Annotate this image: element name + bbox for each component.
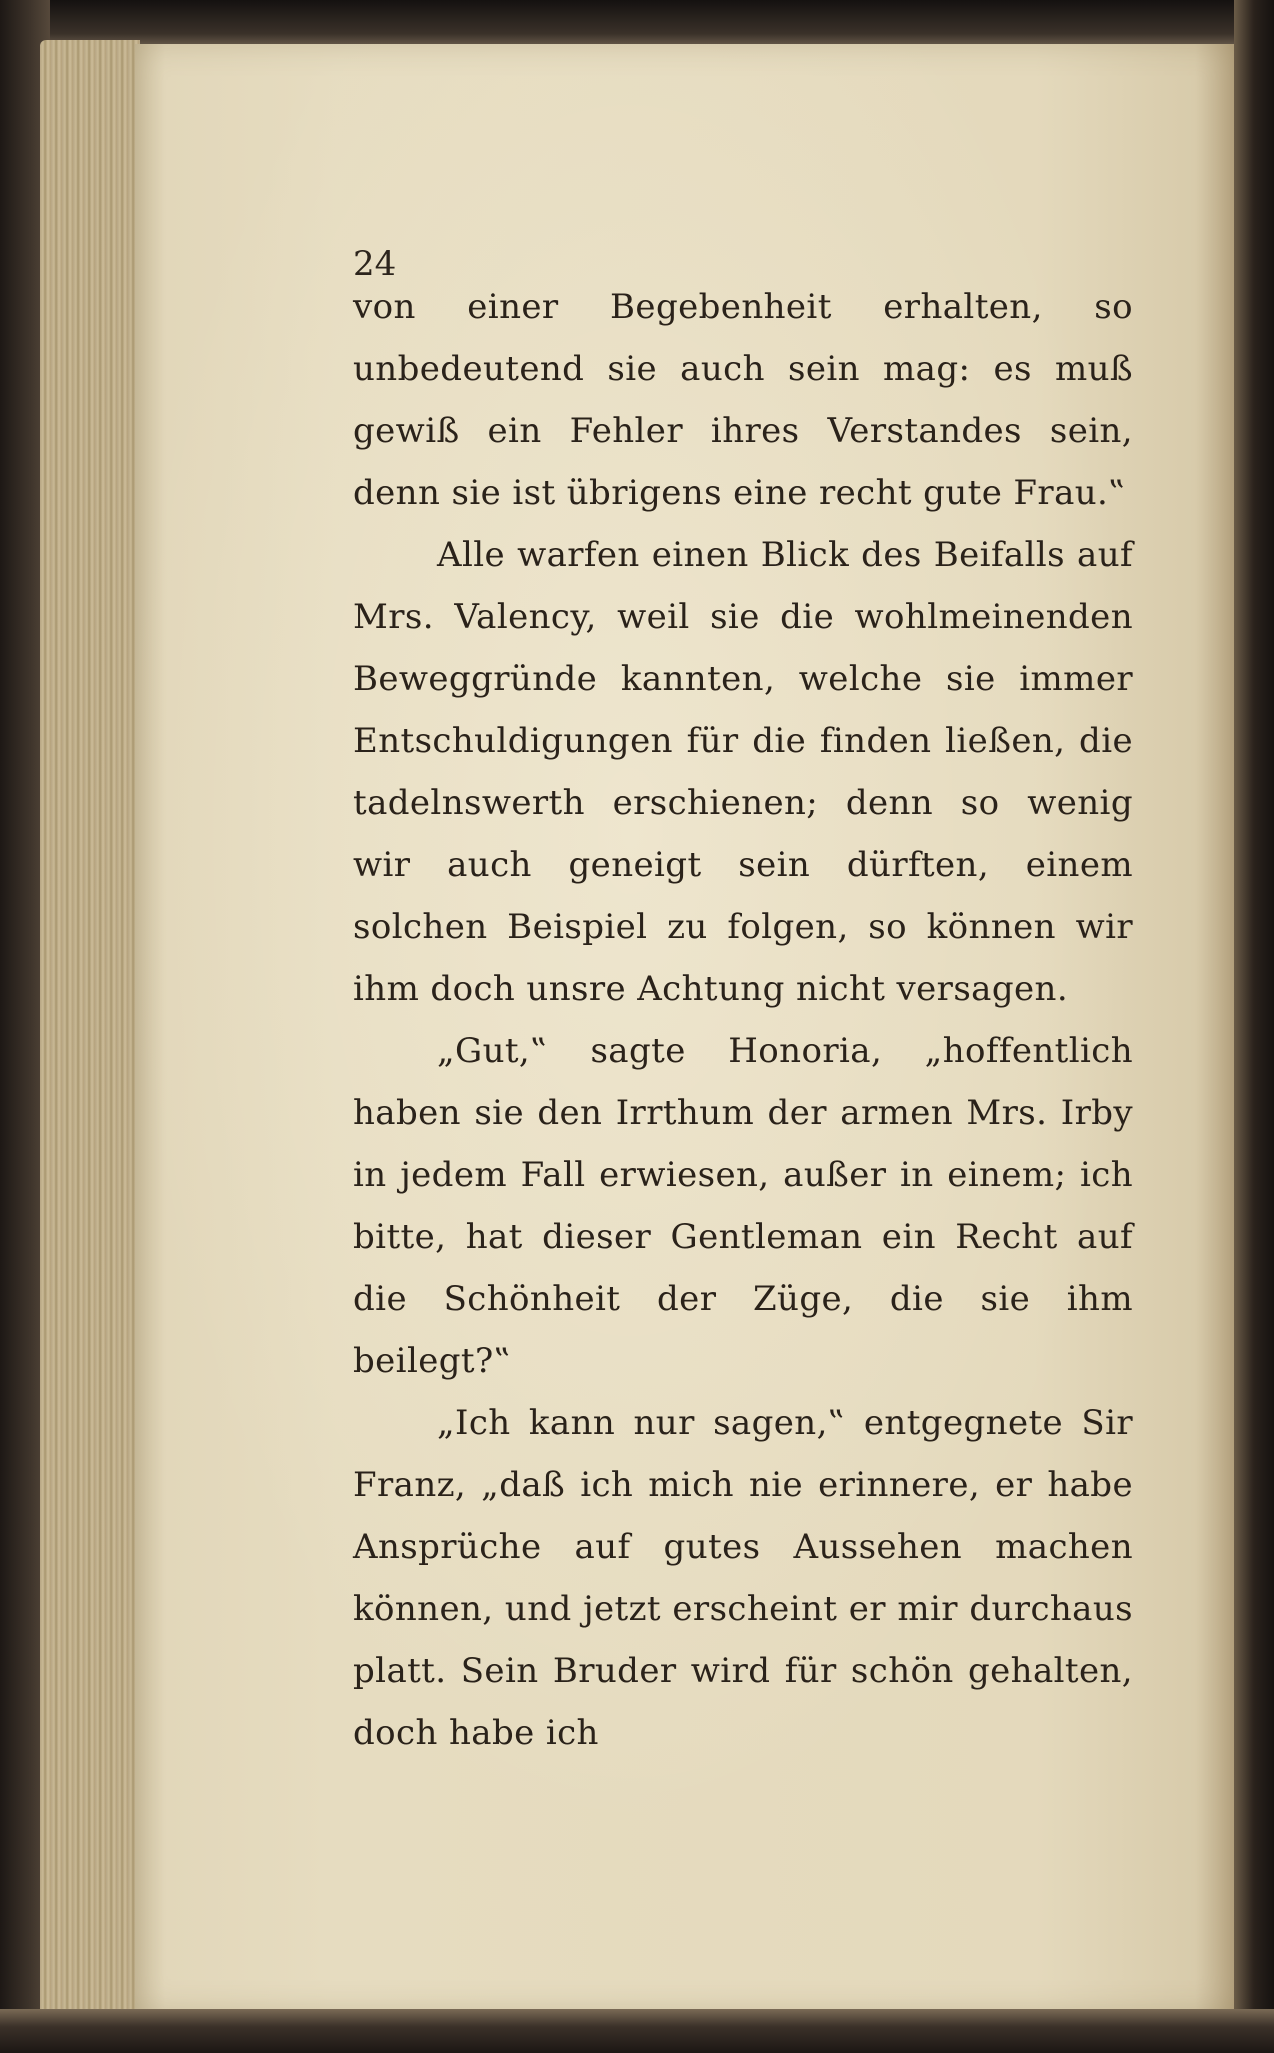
paragraph: „Ich kann nur sagen,‟ entgegnete Sir Franz, „daß ich mich nie erinnere, er habe Ansprüche auf gutes Aussehen machen können, und jetzt erscheint er mir durchaus platt. Sein Bruder wird für schön gehalten, doch habe ich	[353, 1403, 1133, 1753]
page-number: 24	[353, 244, 397, 284]
page-text	[353, 276, 1133, 1764]
book-edge-right	[1234, 0, 1274, 2053]
book-page	[135, 44, 1235, 2012]
paragraph: von einer Begebenheit erhalten, so unbedeutend sie auch sein mag: es muß gewiß ein Fehler ihres Verstandes sein, denn sie ist übrigens eine recht gute Frau.‟	[353, 287, 1133, 513]
paragraph: Alle warfen einen Blick des Beifalls auf Mrs. Valency, weil sie die wohlmeinenden Beweggründe kannten, welche sie immer Entschuldigungen für die finden ließen, die tadelnswerth erschienen; denn so wenig wir auch geneigt sein dürften, einem solchen Beispiel zu folgen, so können wir ihm doch unsre Achtung nicht versagen.	[353, 535, 1133, 1009]
book-edge-bottom	[0, 2009, 1274, 2053]
book-edge-top	[0, 0, 1274, 48]
paragraph: „Gut,‟ sagte Honoria, „hoffentlich haben sie den Irrthum der armen Mrs. Irby in jedem Fall erwiesen, außer in einem; ich bitte, hat dieser Gentleman ein Recht auf die Schönheit der Züge, die sie ihm beilegt?‟	[353, 1031, 1133, 1381]
page-stack	[40, 40, 140, 2015]
